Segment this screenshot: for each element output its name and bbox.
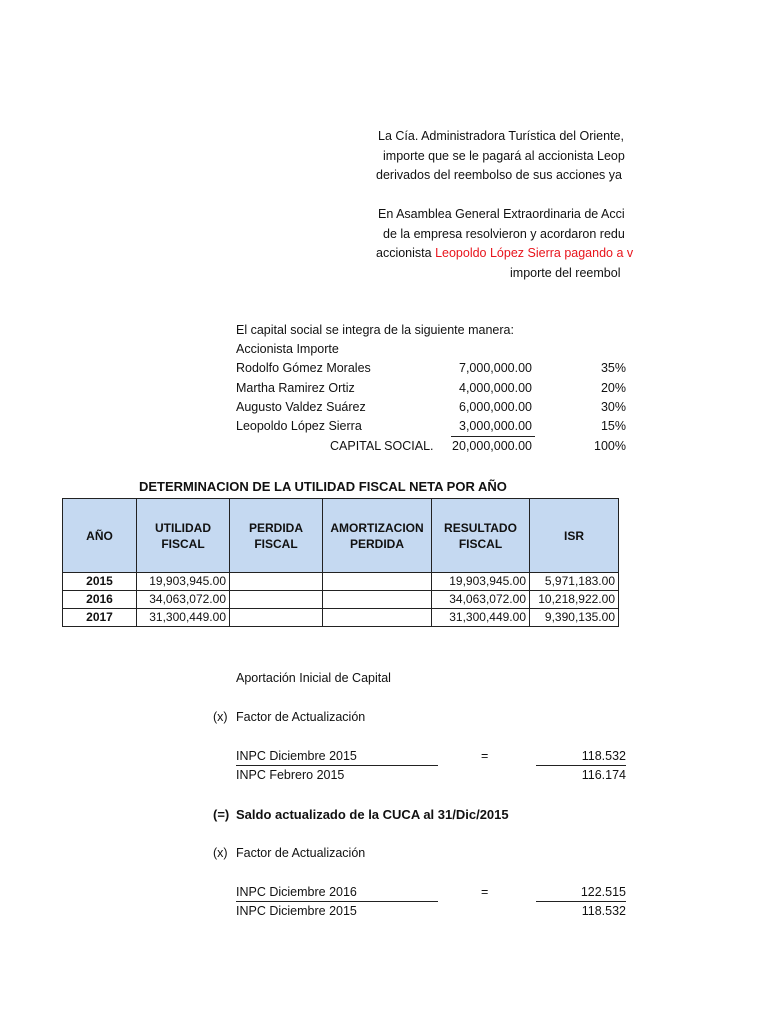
cell-utilidad: 34,063,072.00 [137,591,230,609]
total-underline [451,436,535,437]
table-row [63,573,619,591]
fraction-line [236,765,438,766]
fiscal-table-title: DETERMINACION DE LA UTILIDAD FISCAL NETA POR AÑO [139,479,507,494]
fraction-line [536,901,626,902]
inpc2-numerator-label: INPC Diciembre 2016 [236,885,357,899]
intro-p2-line-2: de la empresa resolvieron y acordaron redu [383,227,625,241]
col-header-utilidad-text: UTILIDAD FISCAL [155,520,211,551]
saldo-label: Saldo actualizado de la CUCA al 31/Dic/2015 [236,807,509,822]
fraction-line [536,765,626,766]
equals-sign: = [481,885,489,899]
intro-line-1: La Cía. Administradora Turística del Oriente, [378,129,624,143]
cell-amort [323,591,432,609]
cell-year: 2017 [63,609,137,627]
shareholder-amount: 6,000,000.00 [459,400,532,414]
factor2-label: Factor de Actualización [236,846,366,860]
cell-resultado: 19,903,945.00 [432,573,530,591]
col-header-perdida [230,499,323,573]
cell-year: 2015 [63,573,137,591]
cell-year: 2016 [63,591,137,609]
capital-total-amount: 20,000,000.00 [452,439,532,453]
intro-p2-line-3 [376,246,633,260]
intro-line-2: importe que se le pagará al accionista Leop [383,149,625,163]
cell-isr: 10,218,922.00 [530,591,619,609]
shareholder-amount: 3,000,000.00 [459,419,532,433]
intro-p2-line-3-prefix: accionista [376,246,436,260]
cell-isr: 5,971,183.00 [530,573,619,591]
shareholder-pct: 20% [600,381,626,395]
cell-resultado: 34,063,072.00 [432,591,530,609]
cell-utilidad: 31,300,449.00 [137,609,230,627]
intro-p2-line-4: importe del reembol [510,266,621,280]
shareholder-name: Leopoldo López Sierra [236,419,362,433]
fraction-line [236,901,438,902]
shareholder-amount: 7,000,000.00 [459,361,532,375]
inpc2-denominator-label: INPC Diciembre 2015 [236,904,357,918]
saldo-mark: (=) [213,807,230,822]
col-header-resultado [432,499,530,573]
col-header-ano: AÑO [63,499,137,573]
cell-utilidad: 19,903,945.00 [137,573,230,591]
inpc-denominator-value: 116.174 [581,768,626,782]
col-header-perdida-text: PERDIDA FISCAL [248,520,303,551]
cell-perdida [230,591,323,609]
intro-p2-line-1: En Asamblea General Extraordinaria de Acci [378,207,625,221]
inpc2-numerator-value: 122.515 [580,885,626,899]
capital-heading: El capital social se integra de la siguiente manera: [236,323,514,337]
inpc-denominator-label: INPC Febrero 2015 [236,768,345,782]
factor-mark: (x) [213,710,228,724]
table-row [63,591,619,609]
cell-isr: 9,390,135.00 [530,609,619,627]
cell-perdida [230,609,323,627]
shareholder-name: Augusto Valdez Suárez [236,400,366,414]
col-header-amortizacion [323,499,432,573]
aportacion-label: Aportación Inicial de Capital [236,671,391,685]
shareholder-pct: 30% [600,400,626,414]
shareholder-amount: 4,000,000.00 [459,381,532,395]
capital-total-label: CAPITAL SOCIAL. [330,439,434,453]
cell-perdida [230,573,323,591]
inpc-numerator-label: INPC Diciembre 2015 [236,749,357,763]
shareholder-name: Rodolfo Gómez Morales [236,361,371,375]
inpc2-denominator-value: 118.532 [581,904,626,918]
inpc-numerator-value: 118.532 [581,749,626,763]
equals-sign: = [481,749,489,763]
col-header-isr: ISR [530,499,619,573]
col-header-resultado-text: RESULTADO FISCAL [444,520,517,551]
factor2-mark: (x) [213,846,228,860]
cell-amort [323,573,432,591]
intro-highlight: Leopoldo López Sierra pagando a v [435,246,634,260]
cell-amort [323,609,432,627]
intro-line-3: derivados del reembolso de sus acciones ya [376,168,622,182]
cell-resultado: 31,300,449.00 [432,609,530,627]
capital-col-header: Accionista Importe [236,342,339,356]
shareholder-pct: 15% [600,419,626,433]
col-header-utilidad [137,499,230,573]
factor-label: Factor de Actualización [236,710,366,724]
fiscal-table [62,498,619,627]
col-header-amortizacion-text: AMORTIZACION PERDIDA [330,520,424,551]
shareholder-name: Martha Ramirez Ortiz [236,381,355,395]
capital-total-pct: 100% [594,439,626,453]
table-row [63,609,619,627]
shareholder-pct: 35% [600,361,626,375]
